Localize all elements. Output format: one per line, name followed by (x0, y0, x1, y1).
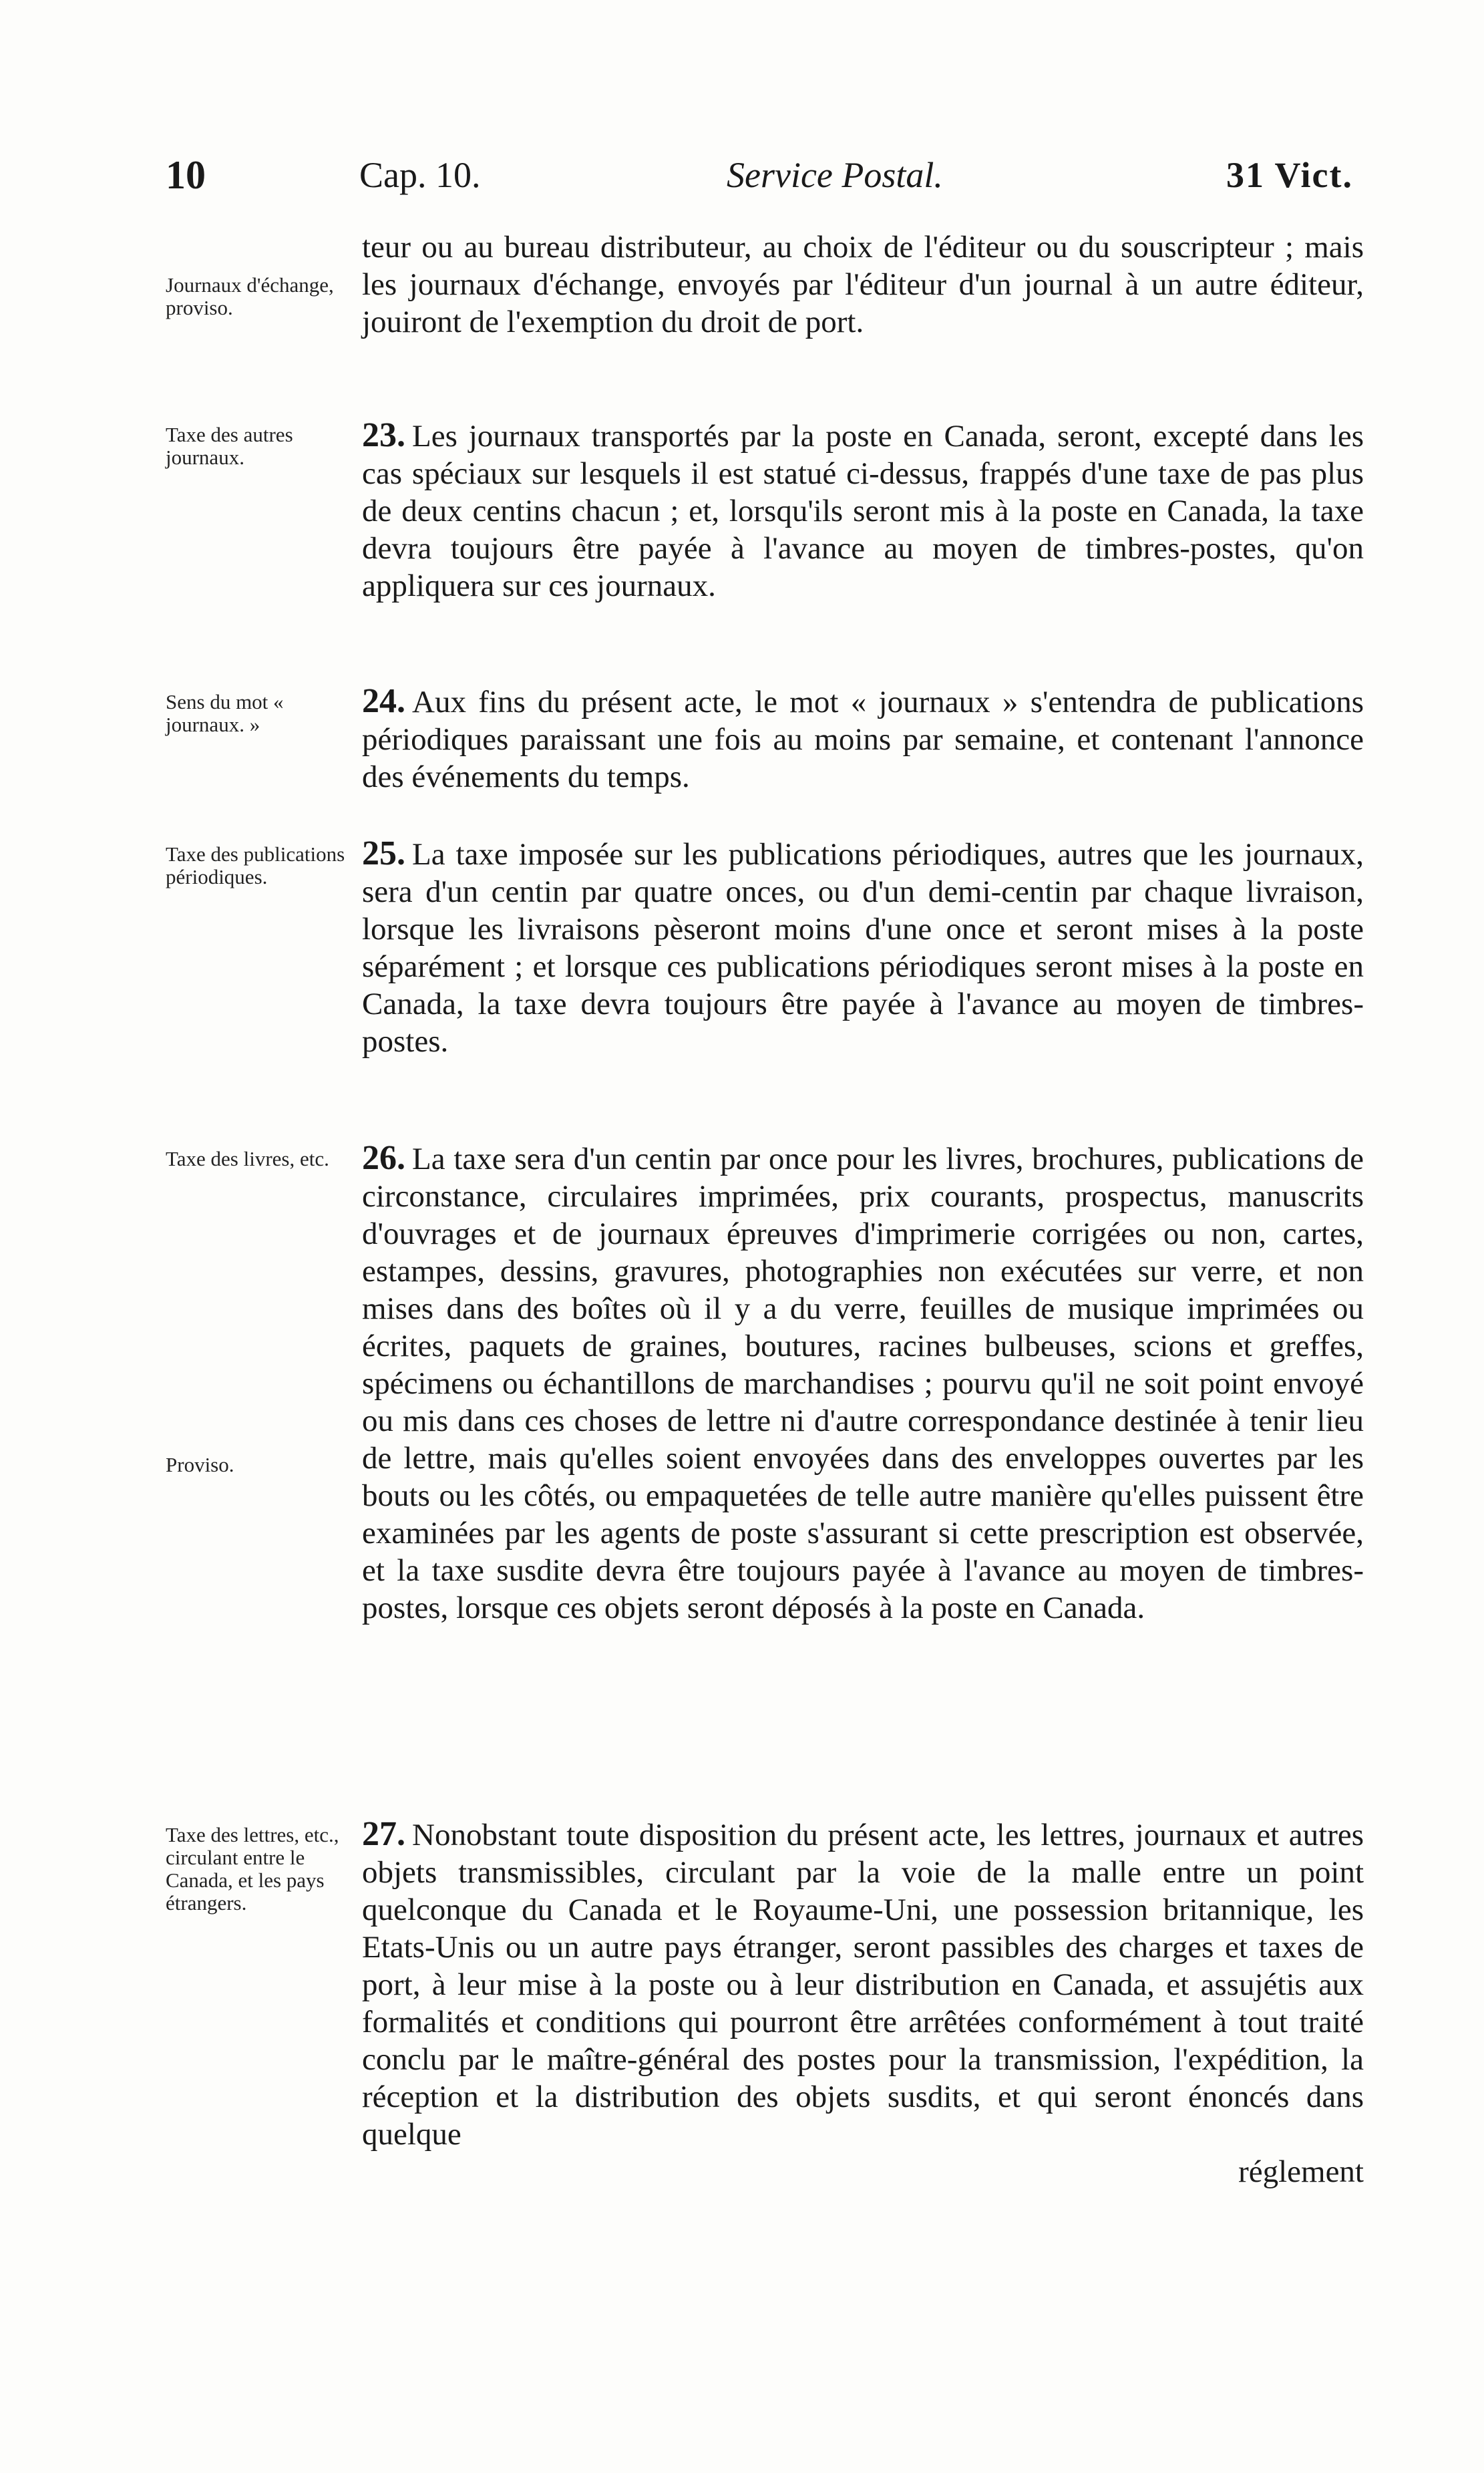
section-body: La taxe sera d'un centin par once pour les livres, brochures, publications de circonstance, circulaires imprimées, prix courants, prospectus, manuscrits d'ouvrages et de journaux épreuves d'imprimerie corrigées ou non, cartes, estampes, dessins, gravures, photographies non exécutées sur verre, et non mises dans des boîtes où il y a du verre, feuilles de musique imprimées ou écrites, paquets de graines, boutures, racines bulbeuses, scions et greffes, spécimens ou échantillons de marchandises ; pourvu qu'il ne soit point envoyé ou mis dans ces choses de lettre ni d'autre correspondance destinée à tenir lieu de lettre, mais qu'elles soient envoyées dans des enveloppes ouvertes par les bouts ou les côtés, ou empaquetées de telle autre manière qu'elles puissent être examinées par les agents de poste s'assurant si cette prescription est observée, et la taxe susdite devra être toujours payée à l'avance au moyen de timbres-postes, lorsque ces objets seront déposés à la poste en Canada. (362, 1142, 1364, 1625)
section-body: La taxe imposée sur les publications périodiques, autres que les journaux, sera d'un centin par quatre onces, ou d'un demi-centin par chaque livraison, lorsque les livraisons pèseront moins d'une once et seront mises à la poste séparément ; et lorsque ces publications périodiques seront mises à la poste en Canada, la taxe devra toujours être payée à l'avance au moyen de timbres-postes. (362, 837, 1364, 1059)
section-body: teur ou au bureau distributeur, au choix de l'éditeur ou du souscripteur ; mais les journaux d'échange, envoyés par l'éditeur d'un journal à un autre éditeur, jouiront de l'exemption du droit de port. (362, 230, 1364, 339)
section-body: Nonobstant toute disposition du présent acte, les lettres, journaux et autres objets transmissibles, circulant par la voie de la malle entre un point quelconque du Canada et le Royaume-Uni, une possession britannique, les Etats-Unis ou un autre pays étranger, seront passibles des charges et taxes de port, à leur mise à la poste ou à leur distribution en Canada, et assujétis aux formalités et conditions qui pourront être arrêtées conformément à tout traité conclu par le maître-général des postes pour la transmission, l'expédition, la réception et la distribution des objets susdits, et qui seront énoncés dans quelque (362, 1818, 1364, 2152)
margin-note: Journaux d'échange, proviso. (166, 273, 334, 319)
margin-note: Taxe des lettres, etc., circulant entre le Canada, et les pays étrangers. (166, 1823, 339, 1915)
margin-note: Taxe des publications périodiques. (166, 842, 345, 888)
section-body: Aux fins du présent acte, le mot « journaux » s'entendra de publications périodiques paraissant une fois au moins par semaine, et contenant l'annonce des événements du temps. (362, 685, 1364, 794)
regnal-year: 31 Vict. (1226, 155, 1353, 195)
section-number: 24. (362, 682, 405, 720)
chapter-label: Cap. 10. (359, 155, 481, 195)
section-text (362, 228, 1364, 341)
page-number: 10 (166, 153, 206, 197)
margin-note: Taxe des autres journaux. (166, 423, 293, 469)
section-body: Les journaux transportés par la poste en Canada, seront, excepté dans les cas spéciaux sur lesquels il est statué ci-dessus, frappés d'une taxe de pas plus de deux centins chacun ; et, lorsqu'ils seront mis à la poste en Canada, la taxe devra toujours être payée à l'avance au moyen de timbres-postes, qu'on appliquera sur ces journaux. (362, 419, 1364, 603)
section-number: 23. (362, 416, 405, 454)
section-text (362, 1816, 1364, 2190)
section-number: 26. (362, 1139, 405, 1177)
running-title: Service Postal. (727, 155, 943, 195)
margin-note: Sens du mot « journaux. » (166, 690, 284, 736)
section-text (362, 1140, 1364, 1627)
section-number: 27. (362, 1815, 405, 1853)
section-text (362, 683, 1364, 796)
section-text (362, 417, 1364, 605)
margin-note: Taxe des livres, etc. (166, 1147, 329, 1170)
margin-note-proviso: Proviso. (166, 1453, 234, 1476)
section-text (362, 835, 1364, 1060)
section-number: 25. (362, 834, 405, 872)
page-header (0, 148, 1484, 202)
catchword: réglement (1238, 2154, 1364, 2189)
